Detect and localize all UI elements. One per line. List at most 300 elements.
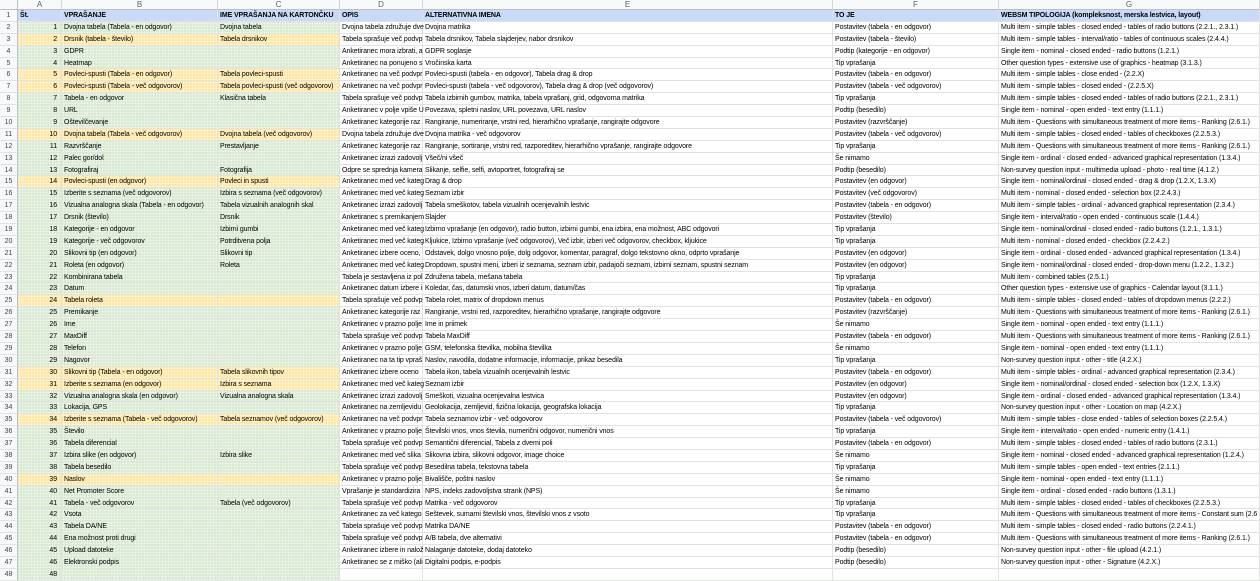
cell-b-row27[interactable]: Ime xyxy=(62,319,218,331)
row-number[interactable]: 44 xyxy=(0,521,18,533)
cell-e-row41[interactable]: NPS, indeks zadovoljstva strank (NPS) xyxy=(423,486,833,498)
cell-d-row43[interactable]: Anketiranec za več katego xyxy=(340,509,423,521)
cell-g-row33[interactable]: Single item - ordinal - closed ended - advanced graphical representation (1.3.4.) xyxy=(999,391,1260,403)
cell-c-row27[interactable] xyxy=(218,319,340,331)
cell-g-row32[interactable]: Single item - nominal/ordinal - closed ended - selection box (1.2.X, 1.3.X) xyxy=(999,379,1260,391)
row-number[interactable]: 10 xyxy=(0,117,18,129)
cell-a-row21[interactable]: 20 xyxy=(18,248,62,260)
cell-c-row9[interactable] xyxy=(218,105,340,117)
cell-b-row39[interactable]: Tabela besedilo xyxy=(62,462,218,474)
cell-c-row45[interactable] xyxy=(218,533,340,545)
cell-g-row40[interactable]: Single item - nominal - open ended - text entry (1.1.1.) xyxy=(999,474,1260,486)
cell-a-row38[interactable]: 37 xyxy=(18,450,62,462)
cell-b-row25[interactable]: Tabela roleta xyxy=(62,295,218,307)
cell-d-row34[interactable]: Anketiranec na zemljevidu xyxy=(340,402,423,414)
cell-a-row3[interactable]: 2 xyxy=(18,34,62,46)
cell-a-row20[interactable]: 19 xyxy=(18,236,62,248)
row-number[interactable]: 3 xyxy=(0,34,18,46)
cell-b-row41[interactable]: Net Promoter Score xyxy=(62,486,218,498)
cell-header-a-row1[interactable]: Št. xyxy=(18,10,62,22)
cell-g-row45[interactable]: Multi item - Questions with simultaneous treatment of more items - Ranking (2.6.1.) xyxy=(999,533,1260,545)
cell-g-row48[interactable] xyxy=(999,569,1260,581)
row-number[interactable]: 48 xyxy=(0,569,18,581)
cell-e-row10[interactable]: Rangiranje, numeriranje, vrstni red, hierarhično vprašanje, rangirajte odgovore xyxy=(423,117,833,129)
cell-f-row6[interactable]: Postavitev (tabela - en odgovor) xyxy=(833,69,999,81)
cell-c-row26[interactable] xyxy=(218,307,340,319)
cell-e-row20[interactable]: Kljukice, Izbirno vprašanje (več odgovorov), Več izbir, izberi več odgovorov, checkbox, kljukice xyxy=(423,236,833,248)
row-number[interactable]: 33 xyxy=(0,391,18,403)
row-number[interactable]: 15 xyxy=(0,176,18,188)
cell-f-row2[interactable]: Postavitev (tabela - en odgovor) xyxy=(833,22,999,34)
cell-f-row14[interactable]: Podtip (besedilo) xyxy=(833,165,999,177)
cell-e-row40[interactable]: Bivališče, poštni naslov xyxy=(423,474,833,486)
cell-f-row47[interactable]: Podtip (besedilo) xyxy=(833,557,999,569)
cell-g-row25[interactable]: Multi item - simple tables - closed ended - tables of dropdown menus (2.2.2.) xyxy=(999,295,1260,307)
cell-d-row16[interactable]: Anketiranec med več kateg xyxy=(340,188,423,200)
cell-f-row13[interactable]: Še nimamo xyxy=(833,153,999,165)
cell-e-row24[interactable]: Koledar, čas, datumski vnos, izberi datum, datum/čas xyxy=(423,283,833,295)
cell-e-row48[interactable] xyxy=(423,569,833,581)
row-number[interactable]: 37 xyxy=(0,438,18,450)
row-number[interactable]: 45 xyxy=(0,533,18,545)
cell-b-row6[interactable]: Povleci-spusti (Tabela - en odgovor) xyxy=(62,69,218,81)
cell-d-row13[interactable]: Anketiranec izrazi zadovolj xyxy=(340,153,423,165)
cell-a-row4[interactable]: 3 xyxy=(18,46,62,58)
cell-d-row40[interactable]: Anketiranec v prazno polje xyxy=(340,474,423,486)
cell-header-c-row1[interactable]: IME VPRAŠANJA NA KARTONČKU xyxy=(218,10,340,22)
cell-d-row42[interactable]: Tabela sprašuje več podvp xyxy=(340,498,423,510)
row-number[interactable]: 21 xyxy=(0,248,18,260)
cell-a-row10[interactable]: 9 xyxy=(18,117,62,129)
row-number[interactable]: 20 xyxy=(0,236,18,248)
row-number[interactable]: 31 xyxy=(0,367,18,379)
cell-header-f-row1[interactable]: TO JE xyxy=(833,10,999,22)
cell-e-row47[interactable]: Digitalni podpis, e-podpis xyxy=(423,557,833,569)
cell-d-row2[interactable]: Dvojna tabela združuje dve xyxy=(340,22,423,34)
cell-f-row19[interactable]: Tip vprašanja xyxy=(833,224,999,236)
cell-c-row6[interactable]: Tabela povleci-spusti xyxy=(218,69,340,81)
cell-a-row28[interactable]: 27 xyxy=(18,331,62,343)
cell-g-row3[interactable]: Multi item - simple tables - interval/ratio - tables of continuous scales (2.4.4.) xyxy=(999,34,1260,46)
cell-b-row32[interactable]: Izberite s seznama (en odgovor) xyxy=(62,379,218,391)
cell-c-row40[interactable] xyxy=(218,474,340,486)
cell-e-row15[interactable]: Drag & drop xyxy=(423,176,833,188)
cell-d-row26[interactable]: Anketiranec kategorije raz xyxy=(340,307,423,319)
row-number[interactable]: 14 xyxy=(0,165,18,177)
cell-e-row4[interactable]: GDPR soglasje xyxy=(423,46,833,58)
cell-e-row35[interactable]: Tabela seznamov izbir - več odgovorov xyxy=(423,414,833,426)
cell-b-row30[interactable]: Nagovor xyxy=(62,355,218,367)
cell-b-row8[interactable]: Tabela - en odgovor xyxy=(62,93,218,105)
cell-a-row15[interactable]: 14 xyxy=(18,176,62,188)
cell-e-row21[interactable]: Odstavek, dolgo vnosno polje, dolg odgovor, komentar, paragraf, dolgo tekstovno okno, odprto vprašanje xyxy=(423,248,833,260)
row-number[interactable]: 29 xyxy=(0,343,18,355)
cell-d-row22[interactable]: Anketiranec med več kateg xyxy=(340,260,423,272)
cell-a-row6[interactable]: 5 xyxy=(18,69,62,81)
cell-b-row14[interactable]: Fotografiraj xyxy=(62,165,218,177)
cell-a-row13[interactable]: 12 xyxy=(18,153,62,165)
cell-f-row42[interactable]: Tip vprašanja xyxy=(833,498,999,510)
cell-a-row40[interactable]: 39 xyxy=(18,474,62,486)
cell-f-row41[interactable]: Še nimamo xyxy=(833,486,999,498)
row-number[interactable]: 11 xyxy=(0,129,18,141)
cell-a-row33[interactable]: 32 xyxy=(18,391,62,403)
row-number[interactable]: 1 xyxy=(0,10,18,22)
column-header-F[interactable]: F xyxy=(833,0,999,10)
cell-d-row14[interactable]: Odpre se sprednja kamera xyxy=(340,165,423,177)
cell-e-row39[interactable]: Besedilna tabela, tekstovna tabela xyxy=(423,462,833,474)
cell-b-row3[interactable]: Drsnik (tabela - število) xyxy=(62,34,218,46)
row-number[interactable]: 16 xyxy=(0,188,18,200)
cell-e-row37[interactable]: Semantični diferencial, Tabela z dvemi poli xyxy=(423,438,833,450)
cell-b-row2[interactable]: Dvojna tabela (Tabela - en odgovor) xyxy=(62,22,218,34)
cell-b-row37[interactable]: Tabela diferencial xyxy=(62,438,218,450)
cell-b-row20[interactable]: Kategorije - več odgovorov xyxy=(62,236,218,248)
cell-f-row25[interactable]: Postavitev (tabela - en odgovor) xyxy=(833,295,999,307)
cell-c-row29[interactable] xyxy=(218,343,340,355)
cell-b-row31[interactable]: Slikovni tip (Tabela - en odgovor) xyxy=(62,367,218,379)
cell-f-row44[interactable]: Postavitev (tabela - en odgovor) xyxy=(833,521,999,533)
cell-c-row17[interactable]: Tabela vizualnih analognih skal xyxy=(218,200,340,212)
row-number[interactable]: 4 xyxy=(0,46,18,58)
cell-b-row5[interactable]: Heatmap xyxy=(62,58,218,70)
cell-e-row9[interactable]: Povezava, spletni naslov, URL povezava, URL naslov xyxy=(423,105,833,117)
column-header-E[interactable]: E xyxy=(423,0,833,10)
cell-a-row9[interactable]: 8 xyxy=(18,105,62,117)
cell-a-row36[interactable]: 35 xyxy=(18,426,62,438)
cell-c-row39[interactable] xyxy=(218,462,340,474)
cell-e-row17[interactable]: Tabela smeškotov, tabela vizualnih ocenjevalnih lestvic xyxy=(423,200,833,212)
cell-b-row26[interactable]: Premikanje xyxy=(62,307,218,319)
cell-g-row15[interactable]: Single item - nominal/ordinal - closed ended - drag & drop (1.2.X, 1.3.X) xyxy=(999,176,1260,188)
cell-b-row12[interactable]: Razvrščanje xyxy=(62,141,218,153)
cell-d-row48[interactable] xyxy=(340,569,423,581)
cell-e-row29[interactable]: GSM, telefonska številka, mobilna številka xyxy=(423,343,833,355)
cell-d-row38[interactable]: Anketiranec med več slika xyxy=(340,450,423,462)
cell-a-row19[interactable]: 18 xyxy=(18,224,62,236)
cell-c-row3[interactable]: Tabela drsnikov xyxy=(218,34,340,46)
row-number[interactable]: 8 xyxy=(0,93,18,105)
cell-g-row30[interactable]: Non-survey question input - other - title (4.2.X.) xyxy=(999,355,1260,367)
cell-g-row28[interactable]: Multi item - Questions with simultaneous treatment of more items - Ranking (2.6.1.) xyxy=(999,331,1260,343)
cell-d-row10[interactable]: Anketiranec kategorije raz xyxy=(340,117,423,129)
cell-e-row3[interactable]: Tabela drsnikov, Tabela slajderjev, nabor drsnikov xyxy=(423,34,833,46)
cell-g-row44[interactable]: Multi item - simple tables - closed ended - radio buttons (2.2.4.1.) xyxy=(999,521,1260,533)
cell-c-row28[interactable] xyxy=(218,331,340,343)
cell-g-row42[interactable]: Multi item - simple tables - closed ended - tables of checkboxes (2.2.5.3.) xyxy=(999,498,1260,510)
row-number[interactable]: 18 xyxy=(0,212,18,224)
cell-c-row24[interactable] xyxy=(218,283,340,295)
cell-a-row41[interactable]: 40 xyxy=(18,486,62,498)
cell-b-row21[interactable]: Slikovni tip (en odgovor) xyxy=(62,248,218,260)
cell-a-row7[interactable]: 6 xyxy=(18,81,62,93)
cell-e-row12[interactable]: Rangiranje, sortiranje, vrstni red, razporeditev, hierarhično vprašanje, rangirajte odgovore xyxy=(423,141,833,153)
cell-b-row22[interactable]: Roleta (en odgovor) xyxy=(62,260,218,272)
cell-f-row3[interactable]: Postavitev (tabela - število) xyxy=(833,34,999,46)
cell-c-row35[interactable]: Tabela seznamov (več odgovorov) xyxy=(218,414,340,426)
cell-e-row2[interactable]: Dvojna matrika xyxy=(423,22,833,34)
cell-g-row27[interactable]: Single item - nominal - open ended - text entry (1.1.1.) xyxy=(999,319,1260,331)
row-number[interactable]: 32 xyxy=(0,379,18,391)
cell-d-row33[interactable]: Anketiranec izrazi zadovolj xyxy=(340,391,423,403)
cell-e-row46[interactable]: Nalaganje datoteke, dodaj datoteko xyxy=(423,545,833,557)
column-header-G[interactable]: G xyxy=(999,0,1260,10)
cell-f-row46[interactable]: Podtip (besedilo) xyxy=(833,545,999,557)
cell-b-row35[interactable]: Izberite s seznama (Tabela - več odgovorov) xyxy=(62,414,218,426)
cell-c-row30[interactable] xyxy=(218,355,340,367)
cell-b-row40[interactable]: Naslov xyxy=(62,474,218,486)
row-number[interactable]: 6 xyxy=(0,69,18,81)
cell-g-row36[interactable]: Single item - interval/ratio - open ended - numeric entry (1.4.1.) xyxy=(999,426,1260,438)
cell-a-row14[interactable]: 13 xyxy=(18,165,62,177)
cell-e-row34[interactable]: Geolokacija, zemljevid, fizična lokacija, geografska lokacija xyxy=(423,402,833,414)
cell-e-row28[interactable]: Tabela MaxDiff xyxy=(423,331,833,343)
cell-c-row14[interactable]: Fotografija xyxy=(218,165,340,177)
row-number[interactable]: 7 xyxy=(0,81,18,93)
cell-a-row25[interactable]: 24 xyxy=(18,295,62,307)
cell-f-row11[interactable]: Postavitev (tabela - več odgovorov) xyxy=(833,129,999,141)
cell-a-row31[interactable]: 30 xyxy=(18,367,62,379)
cell-g-row19[interactable]: Single item - nominal/ordinal - closed ended - radio buttons (1.2.1., 1.3.1.) xyxy=(999,224,1260,236)
cell-f-row10[interactable]: Postavitev (razvrščanje) xyxy=(833,117,999,129)
cell-c-row33[interactable]: Vizualna analogna skala xyxy=(218,391,340,403)
cell-e-row26[interactable]: Rangiranje, vrstni red, razporeditev, hierarhično vprašanje, rangirajte odgovore xyxy=(423,307,833,319)
cell-d-row39[interactable]: Tabela sprašuje več podvp xyxy=(340,462,423,474)
row-number[interactable]: 46 xyxy=(0,545,18,557)
row-number[interactable]: 17 xyxy=(0,200,18,212)
cell-d-row47[interactable]: Anketiranec se z miško (ali xyxy=(340,557,423,569)
row-number[interactable]: 38 xyxy=(0,450,18,462)
cell-d-row5[interactable]: Anketiranec na ponujeno s xyxy=(340,58,423,70)
cell-a-row8[interactable]: 7 xyxy=(18,93,62,105)
cell-c-row38[interactable]: Izbira slike xyxy=(218,450,340,462)
cell-f-row7[interactable]: Postavitev (tabela - več odgovorov) xyxy=(833,81,999,93)
cell-a-row39[interactable]: 38 xyxy=(18,462,62,474)
cell-c-row15[interactable]: Povleci in spusti xyxy=(218,176,340,188)
cell-c-row41[interactable] xyxy=(218,486,340,498)
cell-b-row23[interactable]: Kombinirana tabela xyxy=(62,272,218,284)
cell-g-row5[interactable]: Other question types - extensive use of graphics - heatmap (3.1.3.) xyxy=(999,58,1260,70)
cell-b-row9[interactable]: URL xyxy=(62,105,218,117)
row-number[interactable]: 23 xyxy=(0,272,18,284)
cell-d-row6[interactable]: Anketiranec na več podvpr xyxy=(340,69,423,81)
cell-g-row39[interactable]: Multi item - simple tables - open ended - text entries (2.1.1.) xyxy=(999,462,1260,474)
cell-c-row8[interactable]: Klasična tabela xyxy=(218,93,340,105)
cell-f-row29[interactable]: Še nimamo xyxy=(833,343,999,355)
cell-b-row47[interactable]: Elektronski podpis xyxy=(62,557,218,569)
row-number[interactable]: 30 xyxy=(0,355,18,367)
cell-e-row14[interactable]: Slikanje, selfie, selfi, avtoportret, fotografiraj se xyxy=(423,165,833,177)
cell-b-row29[interactable]: Telefon xyxy=(62,343,218,355)
row-number[interactable]: 24 xyxy=(0,283,18,295)
cell-e-row33[interactable]: Smeškoti, vizualna ocenjevalna lestvica xyxy=(423,391,833,403)
cell-a-row32[interactable]: 31 xyxy=(18,379,62,391)
cell-d-row3[interactable]: Tabela sprašuje več podvp xyxy=(340,34,423,46)
cell-f-row18[interactable]: Postavitev (število) xyxy=(833,212,999,224)
row-number[interactable]: 12 xyxy=(0,141,18,153)
cell-f-row22[interactable]: Postavitev (en odgovor) xyxy=(833,260,999,272)
cell-c-row20[interactable]: Potrditvena polja xyxy=(218,236,340,248)
cell-c-row36[interactable] xyxy=(218,426,340,438)
cell-f-row43[interactable]: Tip vprašanja xyxy=(833,509,999,521)
cell-e-row42[interactable]: Matrika - več odgovorov xyxy=(423,498,833,510)
cell-header-g-row1[interactable]: WEBSM TIPOLOGIJA (kompleksnost, merska lestvica, layout) xyxy=(999,10,1260,22)
column-header-C[interactable]: C xyxy=(218,0,340,10)
cell-f-row36[interactable]: Tip vprašanja xyxy=(833,426,999,438)
cell-g-row13[interactable]: Single item - ordinal - closed ended - advanced graphical representation (1.3.4.) xyxy=(999,153,1260,165)
cell-a-row29[interactable]: 28 xyxy=(18,343,62,355)
cell-d-row44[interactable]: Tabela sprašuje več podvp xyxy=(340,521,423,533)
cell-e-row16[interactable]: Seznam izbir xyxy=(423,188,833,200)
cell-a-row2[interactable]: 1 xyxy=(18,22,62,34)
cell-b-row45[interactable]: Ena možnost proti drugi xyxy=(62,533,218,545)
cell-e-row44[interactable]: Matrika DA/NE xyxy=(423,521,833,533)
cell-e-row32[interactable]: Seznam izbir xyxy=(423,379,833,391)
cell-a-row5[interactable]: 4 xyxy=(18,58,62,70)
cell-d-row32[interactable]: Anketiranec med več kateg xyxy=(340,379,423,391)
cell-d-row36[interactable]: Anketiranec v prazno polje xyxy=(340,426,423,438)
cell-b-row19[interactable]: Kategorije - en odgovor xyxy=(62,224,218,236)
cell-f-row38[interactable]: Še nimamo xyxy=(833,450,999,462)
cell-d-row35[interactable]: Anketiranec na več podvpr xyxy=(340,414,423,426)
cell-a-row26[interactable]: 25 xyxy=(18,307,62,319)
cell-g-row18[interactable]: Single item - interval/ratio - open ended - continuous scale (1.4.4.) xyxy=(999,212,1260,224)
cell-a-row11[interactable]: 10 xyxy=(18,129,62,141)
cell-b-row33[interactable]: Vizualna analogna skala (en odgovor) xyxy=(62,391,218,403)
cell-e-row13[interactable]: Všeč/ni všeč xyxy=(423,153,833,165)
cell-c-row12[interactable]: Prestavljanje xyxy=(218,141,340,153)
cell-c-row23[interactable] xyxy=(218,272,340,284)
cell-b-row10[interactable]: Oštevilčevanje xyxy=(62,117,218,129)
row-number[interactable]: 13 xyxy=(0,153,18,165)
cell-d-row17[interactable]: Anketiranec izrazi zadovolj xyxy=(340,200,423,212)
cell-g-row12[interactable]: Multi item - Questions with simultaneous treatment of more items - Ranking (2.6.1.) xyxy=(999,141,1260,153)
cell-header-d-row1[interactable]: OPIS xyxy=(340,10,423,22)
row-number[interactable]: 22 xyxy=(0,260,18,272)
cell-b-row13[interactable]: Palec gor/dol xyxy=(62,153,218,165)
cell-d-row15[interactable]: Anketiranec med več kateg xyxy=(340,176,423,188)
cell-b-row28[interactable]: MaxDiff xyxy=(62,331,218,343)
row-number[interactable]: 39 xyxy=(0,462,18,474)
cell-d-row31[interactable]: Anketiranec izbere oceno xyxy=(340,367,423,379)
cell-e-row11[interactable]: Dvojna matrika - več odgovorov xyxy=(423,129,833,141)
cell-g-row16[interactable]: Multi item - nominal - closed ended - selection box (2.2.4.3.) xyxy=(999,188,1260,200)
cell-e-row6[interactable]: Povleci-spusti (tabela - en odgovor), Tabela drag & drop xyxy=(423,69,833,81)
cell-b-row46[interactable]: Upload datoteke xyxy=(62,545,218,557)
cell-f-row17[interactable]: Postavitev (tabela - en odgovor) xyxy=(833,200,999,212)
cell-g-row47[interactable]: Non-survey question input - other - Signature (4.2.X.) xyxy=(999,557,1260,569)
cell-e-row5[interactable]: Vročinska karta xyxy=(423,58,833,70)
cell-b-row38[interactable]: Izbira slike (en odgovor) xyxy=(62,450,218,462)
cell-d-row27[interactable]: Anketiranec v prazno polje xyxy=(340,319,423,331)
cell-d-row20[interactable]: Anketiranec med več kateg xyxy=(340,236,423,248)
cell-g-row34[interactable]: Non-survey question input - other - Location on map (4.2.X.) xyxy=(999,402,1260,414)
cell-g-row23[interactable]: Multi item - combined tables (2.5.1.) xyxy=(999,272,1260,284)
cell-g-row6[interactable]: Multi item - simple tables - close ended - (2.2.X) xyxy=(999,69,1260,81)
cell-d-row30[interactable]: Anketiranec na ta tip vpraš xyxy=(340,355,423,367)
cell-g-row26[interactable]: Multi item - Questions with simultaneous treatment of more items - Ranking (2.6.1.) xyxy=(999,307,1260,319)
cell-b-row34[interactable]: Lokacija, GPS xyxy=(62,402,218,414)
cell-a-row47[interactable]: 46 xyxy=(18,557,62,569)
cell-g-row35[interactable]: Multi item - simple tables - close ended - tables of selection boxes (2.2.5.4.) xyxy=(999,414,1260,426)
cell-e-row23[interactable]: Združena tabela, mešana tabela xyxy=(423,272,833,284)
row-number[interactable]: 5 xyxy=(0,58,18,70)
row-number[interactable]: 47 xyxy=(0,557,18,569)
cell-e-row22[interactable]: Dropdown, spustni meni, izberi iz seznama, seznam izbir, padajoči seznam, izbirni seznam, spustni seznam xyxy=(423,260,833,272)
cell-e-row38[interactable]: Slikovna izbira, slikovni odgovor, image choice xyxy=(423,450,833,462)
cell-a-row44[interactable]: 43 xyxy=(18,521,62,533)
cell-g-row24[interactable]: Other question types - extensive use of graphics - Calendar layout (3.1.1.) xyxy=(999,283,1260,295)
cell-a-row35[interactable]: 34 xyxy=(18,414,62,426)
cell-g-row2[interactable]: Multi item - simple tables - closed ended - tables of radio buttons (2.2.1., 2.3.1.) xyxy=(999,22,1260,34)
cell-b-row43[interactable]: Vsota xyxy=(62,509,218,521)
row-number[interactable]: 27 xyxy=(0,319,18,331)
cell-d-row28[interactable]: Tabela sprašuje več podvp xyxy=(340,331,423,343)
cell-c-row31[interactable]: Tabela slikovnih tipov xyxy=(218,367,340,379)
cell-e-row31[interactable]: Tabela ikon, tabela vizualnih ocenjevalnih lestvic xyxy=(423,367,833,379)
cell-d-row46[interactable]: Anketiranec izbere in nalož xyxy=(340,545,423,557)
cell-f-row40[interactable]: Še nimamo xyxy=(833,474,999,486)
row-number[interactable]: 2 xyxy=(0,22,18,34)
cell-c-row22[interactable]: Roleta xyxy=(218,260,340,272)
cell-a-row48[interactable]: 48 xyxy=(18,569,62,581)
cell-f-row5[interactable]: Tip vprašanja xyxy=(833,58,999,70)
cell-d-row18[interactable]: Anketiranec s premikanjem xyxy=(340,212,423,224)
cell-a-row23[interactable]: 22 xyxy=(18,272,62,284)
cell-f-row30[interactable]: Tip vprašanja xyxy=(833,355,999,367)
cell-f-row4[interactable]: Podtip (kategorije - en odgovor) xyxy=(833,46,999,58)
cell-a-row18[interactable]: 17 xyxy=(18,212,62,224)
cell-c-row34[interactable] xyxy=(218,402,340,414)
cell-g-row21[interactable]: Single item - ordinal - closed ended - advanced graphical representation (1.3.4.) xyxy=(999,248,1260,260)
cell-g-row43[interactable]: Multi item - Questions with simultaneous treatment of more items - Constant sum (2.6 xyxy=(999,509,1260,521)
column-header-A[interactable]: A xyxy=(18,0,62,10)
cell-e-row8[interactable]: Tabela izbirnih gumbov, matrika, tabela vprašanj, grid, odgovorna matrika xyxy=(423,93,833,105)
row-number[interactable]: 40 xyxy=(0,474,18,486)
cell-d-row12[interactable]: Anketiranec kategorije raz xyxy=(340,141,423,153)
cell-d-row8[interactable]: Tabela sprašuje več podvp xyxy=(340,93,423,105)
cell-a-row46[interactable]: 45 xyxy=(18,545,62,557)
cell-d-row19[interactable]: Anketiranec med več kateg xyxy=(340,224,423,236)
cell-c-row18[interactable]: Drsnik xyxy=(218,212,340,224)
cell-b-row16[interactable]: Izberite s seznama (več odgovorov) xyxy=(62,188,218,200)
cell-f-row39[interactable]: Tip vprašanja xyxy=(833,462,999,474)
cell-g-row7[interactable]: Multi item - simple tables - closed ended - (2.2.5.X) xyxy=(999,81,1260,93)
cell-c-row42[interactable]: Tabela (več odgovorov) xyxy=(218,498,340,510)
cell-f-row16[interactable]: Postavitev (več odgovorov) xyxy=(833,188,999,200)
column-header-D[interactable]: D xyxy=(340,0,423,10)
cell-f-row21[interactable]: Postavitev (en odgovor) xyxy=(833,248,999,260)
cell-header-b-row1[interactable]: VPRAŠANJE xyxy=(62,10,218,22)
cell-f-row26[interactable]: Postavitev (razvrščanje) xyxy=(833,307,999,319)
cell-f-row37[interactable]: Postavitev (tabela - en odgovor) xyxy=(833,438,999,450)
row-number[interactable]: 19 xyxy=(0,224,18,236)
cell-f-row32[interactable]: Postavitev (en odgovor) xyxy=(833,379,999,391)
cell-a-row22[interactable]: 21 xyxy=(18,260,62,272)
select-all-corner[interactable] xyxy=(0,0,18,10)
row-number[interactable]: 25 xyxy=(0,295,18,307)
cell-d-row45[interactable]: Tabela sprašuje več podvp xyxy=(340,533,423,545)
cell-c-row32[interactable]: Izbira s seznama xyxy=(218,379,340,391)
cell-c-row44[interactable] xyxy=(218,521,340,533)
cell-a-row30[interactable]: 29 xyxy=(18,355,62,367)
cell-c-row19[interactable]: Izbirni gumbi xyxy=(218,224,340,236)
cell-b-row24[interactable]: Datum xyxy=(62,283,218,295)
cell-e-row45[interactable]: A/B tabela, dve alternativi xyxy=(423,533,833,545)
cell-b-row48[interactable] xyxy=(62,569,218,581)
cell-g-row11[interactable]: Multi item - simple tables - closed ended - tables of checkboxes (2.2.5.3.) xyxy=(999,129,1260,141)
cell-a-row45[interactable]: 44 xyxy=(18,533,62,545)
